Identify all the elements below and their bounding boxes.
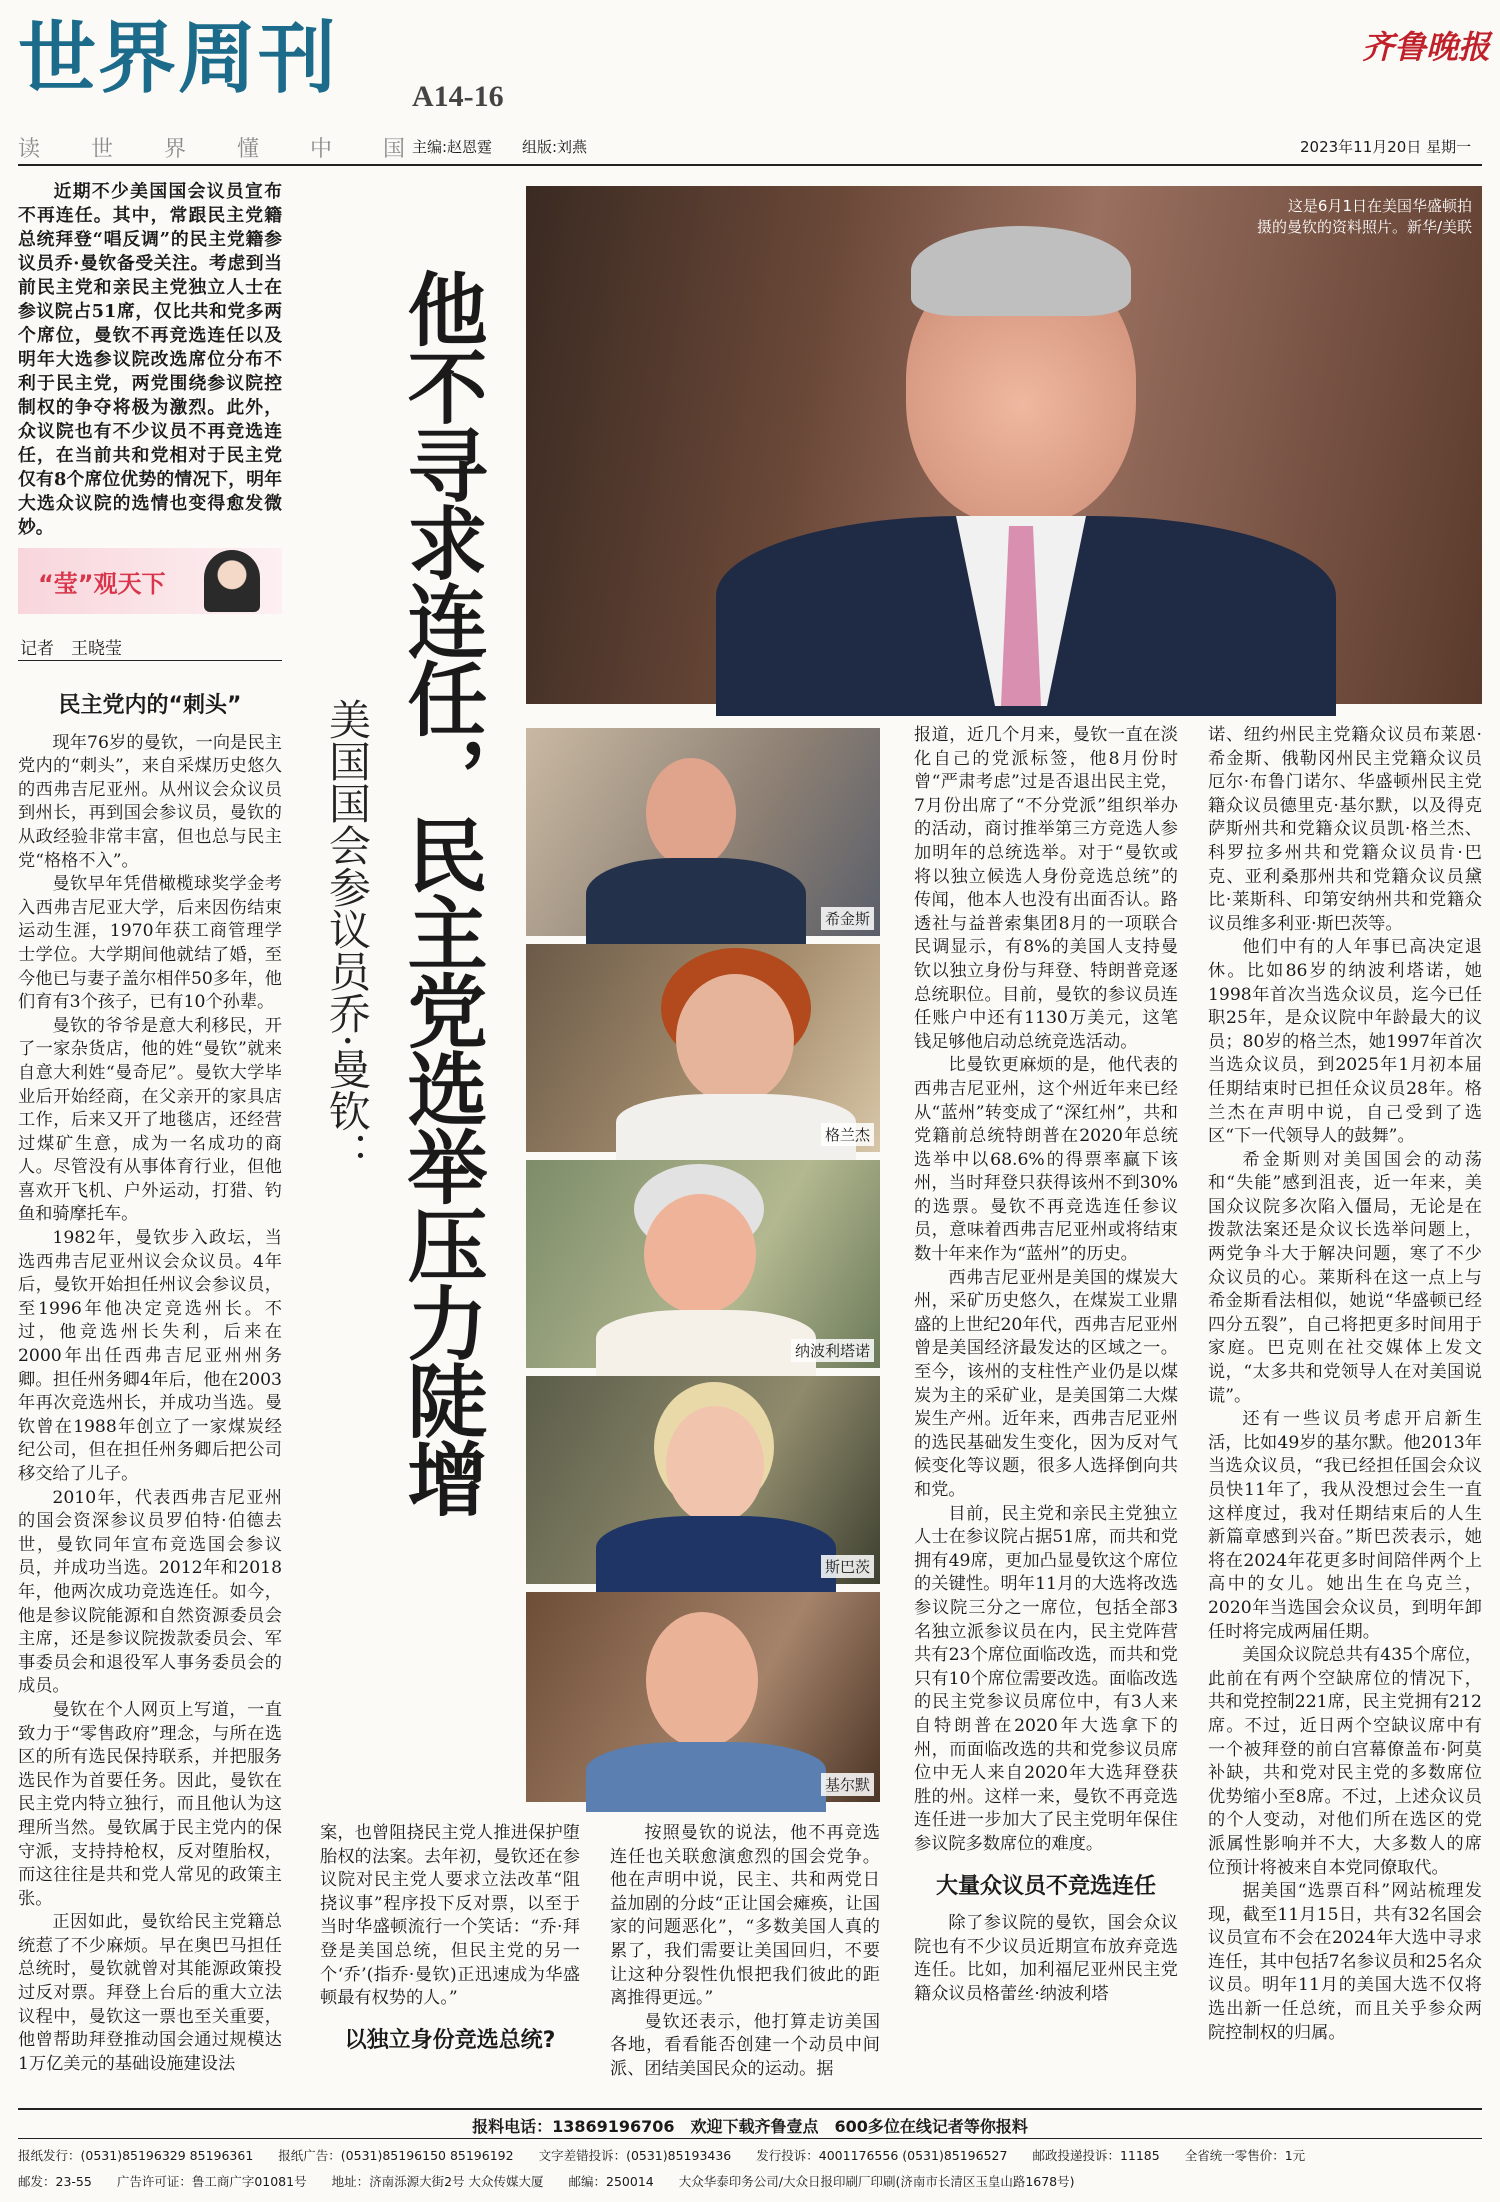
col4-para: 报道，近几个月来，曼钦一直在淡化自己的党派标签，他8月份时曾“严肃考虑”过是否退出民主党，7月份出席了“不分党派”组织举办的活动，商讨推举第三方竞选人参加明年的总统选举。对于“曼钦或将以独立候选人身份竞选总统”的传闻，他本人也没有出面否认。路透社与益普索集团8月的一项联合民调显示，有8%的美国人支持曼钦以独立身份与拜登、特朗普竞逐总统职位。目前，曼钦的参议员连任账户中还有1130万美元，这笔钱足够他启动总统竞选活动。 [914, 725, 1178, 1052]
photo-higgins-suit [586, 858, 806, 948]
column-3-bottom [610, 1822, 880, 2102]
caption-line-1: 这是6月1日在美国华盛顿拍 [1287, 197, 1472, 215]
col5-para: 还有一些议员考虑开启新生活，比如49岁的基尔默。他2013年当选众议员，“我已经担任国会众议员快11年了，我从没想过会生一直这样度过，我对任期结束后的人生新篇章感到兴奋。”斯巴茨表示，她将在2024年花更多时间陪伴两个上高中的女儿。她出生在乌克兰，2020年当选国会众议员，到明年卸任时将完成两届任期。 [1208, 1409, 1482, 1642]
col3-para: 曼钦还表示，他打算走访美国各地，看看能否创建一个动员中间派、团结美国民众的运动。据 [610, 2011, 880, 2079]
col1-para: 曼钦的爷爷是意大利移民，开了一家杂货店，他的姓“曼钦”就来自意大利姓“曼奇尼”。曼钦大学毕业后开始经商，在父亲开的家具店工作，后来又开了地毯店，还经营过煤矿生意，成为一名成功的商人。尽管没有从事体育行业，但他喜欢开飞机、户外运动，打猎、钓鱼和骑摩托车。 [18, 1015, 282, 1225]
col1-para: 2010年，代表西弗吉尼亚州的国会资深参议员罗伯特·伯德去世，曼钦同年宣布竞选国会参议员，并成功当选。2012年和2018年，他两次成功竞选连任。如今，他是参议院能源和自然资源委员会主席，还是参议院拨款委员会、军事委员会和退役军人事务委员会的成员。 [18, 1487, 282, 1697]
col1-para: 曼钦早年凭借橄榄球奖学金考入西弗吉尼亚大学，后来因伤结束运动生涯，1970年获工商管理学士学位。大学期间他就结了婚，至今他已与妻子盖尔相伴50多年，他们育有3个孩子，已有10个孙辈。 [18, 874, 282, 1013]
masthead-slogan: 读 世 界 懂 中 国 [18, 137, 427, 162]
column-2-bottom [320, 1822, 580, 2102]
photo-napolitano [526, 1160, 880, 1368]
page-number: A14-16 [412, 80, 504, 113]
subhead-house: 大量众议员不竞选连任 [935, 1873, 1156, 1899]
masthead-rule [18, 164, 1482, 166]
col2-para: 案，也曾阻挠民主党人推进保护堕胎权的法案。去年初，曼钦还在参议院对民主党人要求立法改革“阻挠议事”程序投下反对票，以至于当时华盛顿流行一个笑话：“乔·拜登是美国总统，但民主党的另一个‘乔’(指乔·曼钦)正迅速成为华盛顿最有权势的人。” [320, 1823, 580, 2009]
caption-line-2: 摄的曼钦的资料照片。新华/美联 [1256, 218, 1472, 236]
headline-main: 他不寻求连任，民主党选举压力陡增 [394, 268, 487, 1516]
footer-rule [18, 2108, 1482, 2110]
photo-higgins-face [646, 758, 736, 868]
byline: 记者 王晓莹 [20, 639, 122, 659]
lead-paragraph [18, 180, 282, 538]
photo-higgins [526, 728, 880, 936]
col4-para: 目前，民主党和亲民主党独立人士在参议院占据51席，而共和党拥有49席，更加凸显曼钦这个席位的关键性。明年11月的大选将改选参议院三分之一席位，包括全部3名独立派参议员在内，民主党阵营共有23个席位面临改选，而共和党只有10个席位需要改选。面临改选的民主党参议员席位中，有3人来自特朗普在2020年大选拿下的州，而面临改选的共和党参议员席位中无人来自2020年大选拜登获胜的州。这样一来，曼钦不再竞选连任进一步加大了民主党明年保住参议院多数席位的难度。 [914, 1503, 1178, 1854]
caption-kilmer: 基尔默 [821, 1773, 874, 1796]
photo-kilmer-face [646, 1612, 758, 1748]
col4-para: 比曼钦更麻烦的是，他代表的西弗吉尼亚州，这个州近年来已经从“蓝州”转变成了“深红州”，共和党籍前总统特朗普在2020年总统选举中以68.6%的得票率赢下该州，当时拜登只获得该州不到30%的选票。曼钦不再竞选连任参议员，意味着西弗吉尼亚州或将结束数十年来作为“蓝州”的历史。 [914, 1055, 1178, 1265]
byline-rule [18, 660, 282, 661]
subhead-independent: 以独立身份竞选总统? [344, 2027, 556, 2053]
col5-para: 诺、纽约州民主党籍众议员布莱恩·希金斯、俄勒冈州民主党籍众议员厄尔·布鲁门诺尔、华盛顿州民主党籍众议员德里克·基尔默，以及得克萨斯州共和党籍众议员凯·格兰杰、科罗拉多州共和党籍众议员肯·巴克、亚利桑那州共和党籍众议员黛比·莱斯科、印第安纳州共和党籍众议员维多利亚·斯巴茨等。 [1208, 725, 1482, 934]
col1-para: 现年76岁的曼钦，一向是民主党内的“刺头”，来自采煤历史悠久的西弗吉尼亚州。从州议会众议员到州长，再到国会参议员，曼钦的从政经验非常丰富，但也总与民主党“格格不入”。 [18, 732, 282, 871]
caption-higgins: 希金斯 [821, 907, 874, 930]
main-photo-manchin [526, 186, 1482, 704]
column-4 [914, 724, 1178, 2104]
photo-caption-main [1257, 196, 1472, 238]
footer-address: 邮发：23-55 广告许可证：鲁工商广字01081号 地址：济南泺源大街2号 大众传媒大厦 邮编：250014 大众华泰印务公司/大众日报印刷厂印刷(济南市长清区玉皇山路1678号) [18, 2174, 1075, 2189]
col4-para: 除了参议院的曼钦，国会众议院也有不少议员近期宣布放弃竞选连任。比如，加利福尼亚州民主党籍众议员格蕾丝·纳波利塔 [914, 1913, 1178, 2004]
col3-para: 按照曼钦的说法，他不再竞选连任也关联愈演愈烈的国会党争。他在声明中说，民主、共和两党日益加剧的分歧“正让国会瘫痪，让国家的问题恶化”，“多数美国人真的累了，我们需要让美国回归，不要让这种分裂性仇恨把我们彼此的距离推得更远。” [610, 1823, 880, 2009]
issue-date: 2023年11月20日 星期一 [1300, 138, 1472, 156]
photo-spartz-face [666, 1406, 764, 1524]
col4-para: 西弗吉尼亚州是美国的煤炭大州，采矿历史悠久，在煤炭工业鼎盛的上世纪20年代，西弗吉尼亚州曾是美国经济最发达的区域之一。至今，该州的支柱性产业仍是以煤炭为主的采矿业，是美国第二大煤炭生产州。近年来，西弗吉尼亚州的选民基础发生变化，因为反对气候变化等议题，很多人选择倒向共和党。 [914, 1267, 1178, 1500]
photo-spartz-suit [596, 1516, 836, 1596]
col1-para: 曼钦在个人网页上写道，一直致力于“零售政府”理念，与所在选区的所有选民保持联系，并把服务选民作为首要任务。因此，曼钦在民主党内特立独行，而且他认为这理所当然。曼钦属于民主党内的保守派，支持持枪权，反对堕胎权，而这往往是共和党人常见的政策主张。 [18, 1699, 282, 1909]
column-badge [18, 548, 282, 614]
col5-para: 他们中有的人年事已高决定退休。比如86岁的纳波利塔诺，她1998年首次当选众议员，迄今已任职25年，是众议院中年龄最大的议员；80岁的格兰杰，她1997年首次当选众议员，到2025年1月初本届任期结束时已担任众议员28年。格兰杰在声明中说，自己受到了选区“下一代领导人的鼓舞”。 [1208, 937, 1482, 1147]
photo-spartz [526, 1376, 880, 1584]
footer-rule-2 [18, 2138, 1482, 2139]
photo-kilmer [526, 1592, 880, 1802]
caption-spartz: 斯巴茨 [821, 1555, 874, 1578]
caption-granger: 格兰杰 [821, 1123, 874, 1146]
photo-napolitano-face [644, 1194, 756, 1314]
subhead-thorn: 民主党内的“刺头” [58, 693, 242, 718]
photo-granger [526, 944, 880, 1152]
photo-napolitano-top [596, 1310, 816, 1380]
photo-kilmer-shirt [586, 1742, 826, 1812]
caption-napolitano: 纳波利塔诺 [791, 1339, 874, 1362]
brand-logo: 齐鲁晚报 [1362, 28, 1491, 66]
col1-para: 1982年，曼钦步入政坛，当选西弗吉尼亚州议会众议员。4年后，曼钦开始担任州议会参议员，至1996年他决定竞选州长。不过，他竞选州长失利，后来在2000年出任西弗吉尼亚州州务卿。担任州务卿4年后，他在2003年再次竞选州长，并成功当选。曼钦曾在1988年创立了一家煤炭经纪公司，但在担任州务卿后把公司移交给了儿子。 [18, 1228, 282, 1484]
masthead-title: 世界周刊 [18, 13, 339, 104]
lead-text: 近期不少美国国会议员宣布不再连任。其中，常跟民主党籍总统拜登“唱反调”的民主党籍参议员乔·曼钦备受关注。考虑到当前民主党和亲民主党独立人士在参议院占51席，仅比共和党多两个席位，曼钦不再竞选连任以及明年大选参议院改选席位分布不利于民主党，两党围绕参议院控制权的争夺将极为激烈。此外，众议院也有不少议员不再竞选连任，在当前共和党相对于民主党仅有8个席位优势的情况下，明年大选众议院的选情也变得愈发微妙。 [18, 181, 282, 538]
col5-para: 美国众议院总共有435个席位，此前在有两个空缺席位的情况下，共和党控制221席，民主党拥有212席。不过，近日两个空缺议席中有一个被拜登的前白宫幕僚盖布·阿莫补缺，共和党对民主党的多数席位优势缩小至8席。不过，上述众议员的个人变动，对他们所在选区的党派属性影响并不大，大多数人的席位预计将被来自本党同僚取代。 [1208, 1645, 1482, 1878]
headline-sub: 美国国会参议员乔·曼钦： [323, 698, 372, 1174]
footer-contacts: 报纸发行：(0531)85196329 85196361 报纸广告：(0531)85196150 85196192 文字差错投诉：(0531)85193436 发行投诉：4001176556 (0531)85196527 邮政投递投诉：11185 全省统一零售价：1元 [18, 2148, 1306, 2163]
photo-granger-face [676, 974, 794, 1104]
reporter-avatar [204, 550, 260, 612]
footer-hotline: 报料电话：13869196706 欢迎下载齐鲁壹点 600多位在线记者等你报料 [472, 2117, 1028, 2136]
col5-para: 据美国“选票百科”网站梳理发现，截至11月15日，共有32名国会议员宣布不会在2024年大选中寻求连任，其中包括7名参议员和25名众议员。明年11月的美国大选不仅将选出新一任总统，而且关乎参众两院控制权的归属。 [1208, 1881, 1482, 2043]
main-photo-hair [911, 226, 1131, 316]
column-5 [1208, 724, 1482, 2104]
col1-para: 正因如此，曼钦给民主党籍总统惹了不少麻烦。早在奥巴马担任总统时，曼钦就曾对其能源政策投过反对票。拜登上台后的重大立法议程中，曼钦这一票也至关重要，他曾帮助拜登推动国会通过规模达1万亿美元的基础设施建设法 [18, 1912, 282, 2074]
column-1 [18, 694, 282, 2094]
layout-credit: 组版:刘燕 [522, 138, 588, 156]
column-badge-text: “莹”观天下 [38, 570, 166, 598]
editor-credit: 主编:赵恩霆 [412, 138, 493, 156]
col5-para: 希金斯则对美国国会的动荡和“失能”感到沮丧，近一年来，美国众议院多次陷入僵局，无论是在拨款法案还是众议长选举问题上，两党争斗大于解决问题，寒了不少众议员的心。莱斯科在这一点上与希金斯看法相似，她说“华盛顿已经四分五裂”，自己将把更多时间用于家庭。巴克则在社交媒体上发文说，“太多共和党领导人在对美国说谎”。 [1208, 1149, 1482, 1406]
